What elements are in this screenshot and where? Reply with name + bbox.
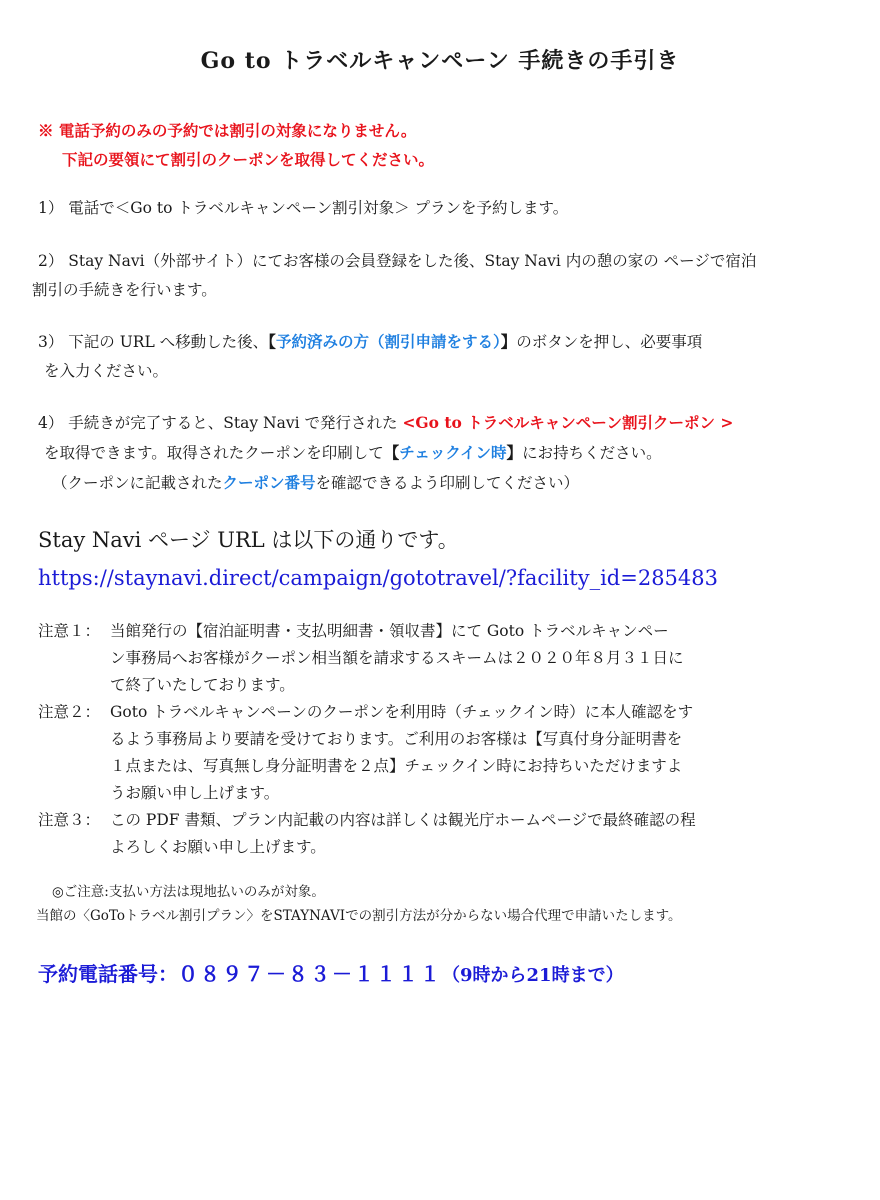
step-2	[32, 247, 868, 305]
staynavi-url-link[interactable]: https://staynavi.direct/campaign/gototravel/?facility_id=285483	[38, 566, 718, 590]
step-4-highlight: <Go to トラベルキャンペーン割引クーポン >	[402, 413, 734, 432]
step-3	[38, 327, 868, 386]
note-1-label: 注意１：	[38, 622, 101, 640]
step-4-bracket-close: 】	[506, 443, 523, 462]
warning-block	[38, 116, 868, 174]
caution-line-2: 当館の〈GoToトラベル割引プラン〉をSTAYNAVIでの割引方法が分からない場合代理で申請いたします。	[36, 908, 682, 924]
step-1-text: 1） 電話で＜Go to トラベルキャンペーン割引対象＞ プランを予約します。	[38, 199, 569, 217]
step-4-bracket-open: 【	[383, 443, 400, 462]
step-4-line-3	[38, 468, 868, 498]
note-3-line-2: よろしくお願い申し上げます。	[110, 838, 326, 856]
note-2-label: 注意２：	[38, 703, 101, 721]
url-heading: Stay Navi ページ URL は以下の通りです。	[38, 528, 459, 552]
step-4-line-2-c: にお持ちください。	[522, 444, 662, 462]
note-2-line-3: １点または、写真無し身分証明書を２点】チェックイン時にお持ちいただけますよ	[110, 757, 683, 775]
step-3-prefix: 3） 下記の URL へ移動した後、	[38, 333, 269, 351]
phone-section	[38, 958, 868, 987]
step-4-coupon-number-highlight: クーポン番号	[222, 473, 316, 492]
note-1-line-3: て終了いたしております。	[110, 676, 295, 694]
note-3-line-1: この PDF 書類、プラン内記載の内容は詳しくは観光庁ホームページで最終確認の程	[110, 811, 696, 829]
step-3-line-1	[38, 327, 868, 357]
step-3-suffix: のボタンを押し、必要事項	[516, 333, 703, 351]
note-1-line-1: 当館発行の【宿泊証明書・支払明細書・領収書】にて Goto トラベルキャンペー	[110, 622, 669, 640]
caution-section	[38, 880, 868, 928]
note-2	[38, 699, 868, 807]
reservation-phone	[38, 958, 868, 987]
step-4-line-3-b: を確認できるよう印刷してください）	[315, 474, 580, 492]
note-2-line-1: Goto トラベルキャンペーンのクーポンを利用時（チェックイン時）に本人確認をす	[110, 703, 694, 721]
warning-line-2: 下記の要領にて割引のクーポンを取得してください。	[62, 150, 435, 169]
step-4-line-2	[38, 438, 868, 468]
step-4	[38, 408, 868, 498]
step-3-line-2: を入力ください。	[44, 362, 169, 380]
note-2-line-4: うお願い申し上げます。	[110, 784, 280, 802]
step-3-highlight: 予約済みの方（割引申請をする）	[275, 332, 501, 351]
note-3-label: 注意３：	[38, 811, 101, 829]
phone-number[interactable]: ０８９７－８３－１１１１	[178, 962, 442, 986]
caution-line-1: ◎ご注意:支払い方法は現地払いのみが対象。	[52, 884, 325, 900]
notes-section	[38, 618, 868, 861]
page-title: Go to トラベルキャンペーン 手続きの手引き	[200, 48, 680, 74]
step-2-line-2: 割引の手続きを行います。	[32, 281, 217, 299]
note-3	[38, 807, 868, 861]
step-2-line-1: 2） Stay Navi（外部サイト）にてお客様の会員登録をした後、Stay Navi 内の憩の家の ページで宿泊	[38, 252, 757, 270]
step-3-bracket-open: 【	[268, 332, 276, 351]
note-1	[38, 618, 868, 699]
note-1-line-2: ン事務局へお客様がクーポン相当額を請求するスキームは２０２０年８月３１日に	[110, 649, 684, 667]
url-section	[38, 522, 868, 596]
note-2-line-2: るよう事務局より要請を受けております。ご利用のお客様は【写真付身分証明書を	[110, 730, 683, 748]
phone-label: 予約電話番号：	[38, 962, 178, 986]
step-4-prefix: 4） 手続きが完了すると、Stay Navi で発行された	[38, 414, 403, 432]
step-4-line-1	[38, 408, 868, 438]
step-3-bracket-close: 】	[500, 332, 517, 351]
step-1	[38, 194, 868, 223]
step-4-checkin-highlight: チェックイン時	[399, 443, 507, 462]
step-4-line-2-a: を取得できます。取得されたクーポンを印刷して	[44, 444, 384, 462]
step-4-line-3-a: （クーポンに記載された	[52, 474, 223, 492]
phone-hours: （9時から21時まで）	[442, 965, 624, 986]
warning-line-1: ※ 電話予約のみの予約では割引の対象になりません。	[38, 121, 417, 140]
